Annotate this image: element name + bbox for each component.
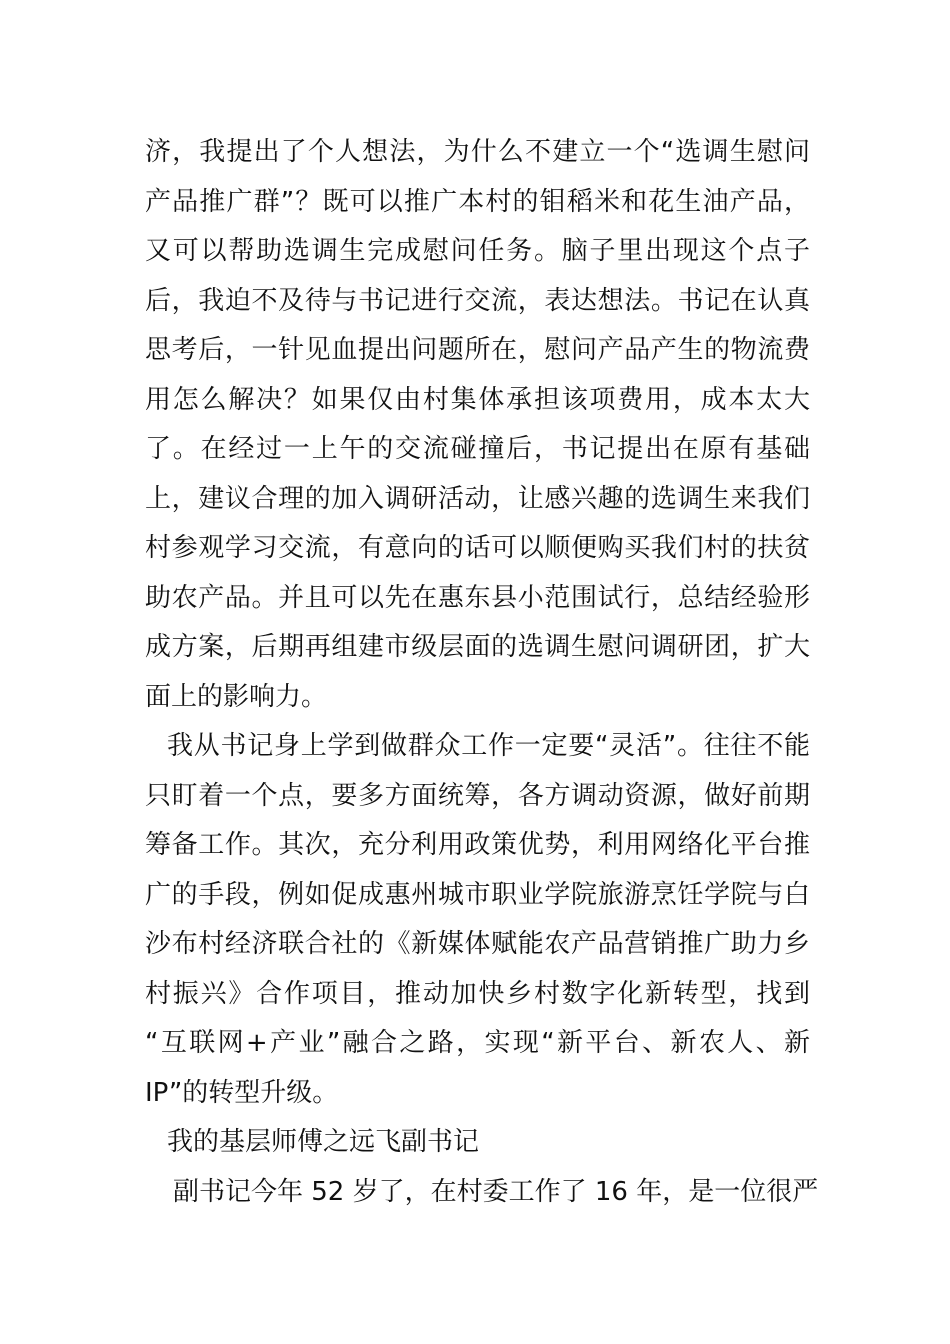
text-line: “互联网+产业”融合之路，实现“新平台、新农人、新 <box>145 1028 810 1058</box>
text-line: 广的手段，例如促成惠州城市职业学院旅游烹饪学院与白 <box>145 879 810 910</box>
section-heading-block <box>145 1118 810 1168</box>
text-line: 了。在经过一上午的交流碰撞后，书记提出在原有基础 <box>145 434 810 464</box>
text-line: IP”的转型升级。 <box>145 1077 339 1108</box>
paragraph-2 <box>145 722 810 1118</box>
paragraph-1 <box>145 128 810 722</box>
text-line: 筹备工作。其次，充分利用政策优势，利用网络化平台推 <box>145 830 810 860</box>
text-line: 沙布村经济联合社的《新媒体赋能农产品营销推广助力乡 <box>145 929 810 959</box>
paragraph-3 <box>145 1168 819 1218</box>
text-line: 后，我迫不及待与书记进行交流，表达想法。书记在认真 <box>145 285 810 316</box>
text-line: 只盯着一个点，要多方面统筹，各方调动资源，做好前期 <box>145 780 810 811</box>
text-line: 副书记今年 52 岁了，在村委工作了 16 年，是一位很严 <box>173 1176 819 1207</box>
text-line: 又可以帮助选调生完成慰问任务。脑子里出现这个点子 <box>145 236 810 266</box>
text-line: 村振兴》合作项目，推动加快乡村数字化新转型，找到 <box>145 978 810 1009</box>
text-line: 村参观学习交流，有意向的话可以顺便购买我们村的扶贫 <box>145 533 810 563</box>
text-line: 用怎么解决？如果仅由村集体承担该项费用，成本太大 <box>145 384 810 415</box>
section-heading: 我的基层师傅之远飞副书记 <box>167 1127 480 1157</box>
body-text <box>145 128 819 1217</box>
text-line: 上，建议合理的加入调研活动，让感兴趣的选调生来我们 <box>145 483 810 514</box>
text-line: 助农产品。并且可以先在惠东县小范围试行，总结经验形 <box>145 582 810 613</box>
text-line: 面上的影响力。 <box>145 681 328 712</box>
text-line: 济，我提出了个人想法，为什么不建立一个“选调生慰问 <box>145 137 810 167</box>
text-line: 思考后，一针见血提出问题所在，慰问产品产生的物流费 <box>145 335 810 365</box>
text-line: 我从书记身上学到做群众工作一定要“灵活”。往往不能 <box>167 731 810 761</box>
text-line: 产品推广群”？既可以推广本村的钼稻米和花生油产品， <box>145 186 810 217</box>
text-line: 成方案，后期再组建市级层面的选调生慰问调研团，扩大 <box>145 632 810 662</box>
